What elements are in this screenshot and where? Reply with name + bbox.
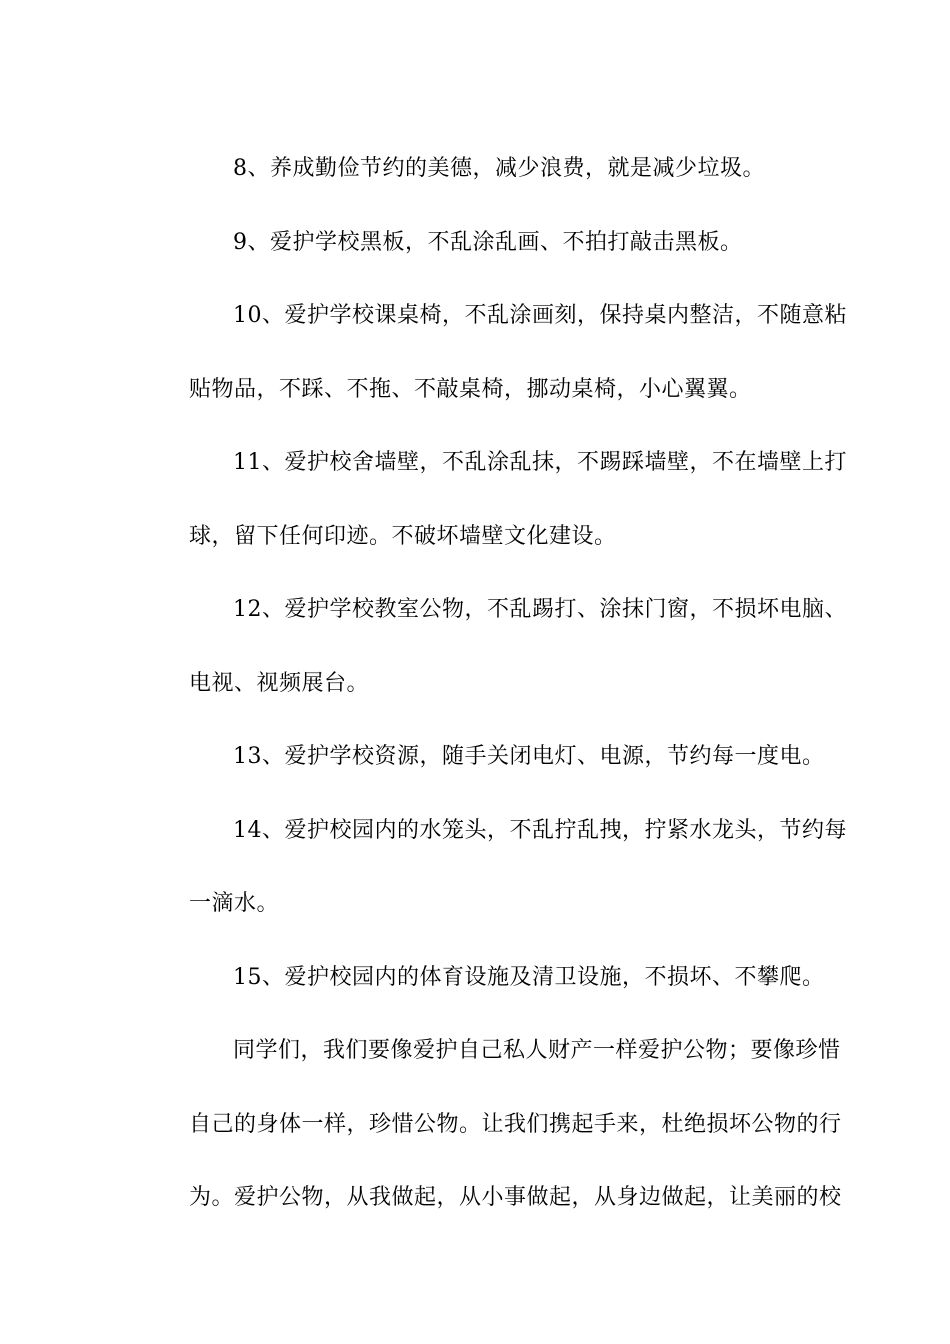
text-line: 15、爱护校园内的体育设施及清卫设施，不损坏、不攀爬。 (233, 964, 825, 990)
paragraph-rule-15 (145, 941, 825, 1015)
paragraph-rule-11 (145, 426, 847, 573)
text-line: 贴物品，不踩、不拖、不敲桌椅，挪动桌椅，小心翼翼。 (189, 376, 752, 402)
paragraph-rule-14 (145, 794, 847, 941)
paragraph-rule-10 (145, 279, 847, 426)
text-line: 14、爱护校园内的水笼头，不乱拧乱拽，拧紧水龙头，节约每 (233, 817, 847, 843)
paragraph-rule-9 (145, 206, 807, 280)
text-line: 球，留下任何印迹。不破坏墙壁文化建设。 (189, 523, 617, 549)
paragraph-rule-13 (145, 720, 825, 794)
text-line: 10、爱护学校课桌椅，不乱涂画刻，保持桌内整洁，不随意粘 (233, 303, 847, 328)
text-line: 一滴水。 (189, 891, 280, 916)
text-line: 电视、视频展台。 (189, 670, 370, 696)
text-line: 9、爱护学校黑板，不乱涂乱画、不拍打敲击黑板。 (233, 229, 743, 255)
text-line: 为。爱护公物，从我做起，从小事做起，从身边做起，让美丽的校 (189, 1185, 842, 1210)
text-line: 同学们，我们要像爱护自己私人财产一样爱护公物；要像珍惜 (233, 1038, 841, 1063)
document-body (145, 132, 847, 1235)
text-line: 自己的身体一样，珍惜公物。让我们携起手来，杜绝损坏公物的行 (189, 1111, 842, 1137)
paragraph-rule-12 (145, 573, 847, 720)
text-line: 13、爱护学校资源，随手关闭电灯、电源，节约每一度电。 (233, 744, 825, 769)
text-line: 12、爱护学校教室公物，不乱踢打、涂抹门窗，不损坏电脑、 (233, 597, 847, 622)
paragraph-rule-8 (145, 132, 807, 206)
text-line: 11、爱护校舍墙壁，不乱涂乱抹，不踢踩墙壁，不在墙壁上打 (233, 450, 847, 475)
paragraph-closing (145, 1014, 842, 1235)
text-line: 8、养成勤俭节约的美德，减少浪费，就是减少垃圾。 (233, 156, 765, 181)
